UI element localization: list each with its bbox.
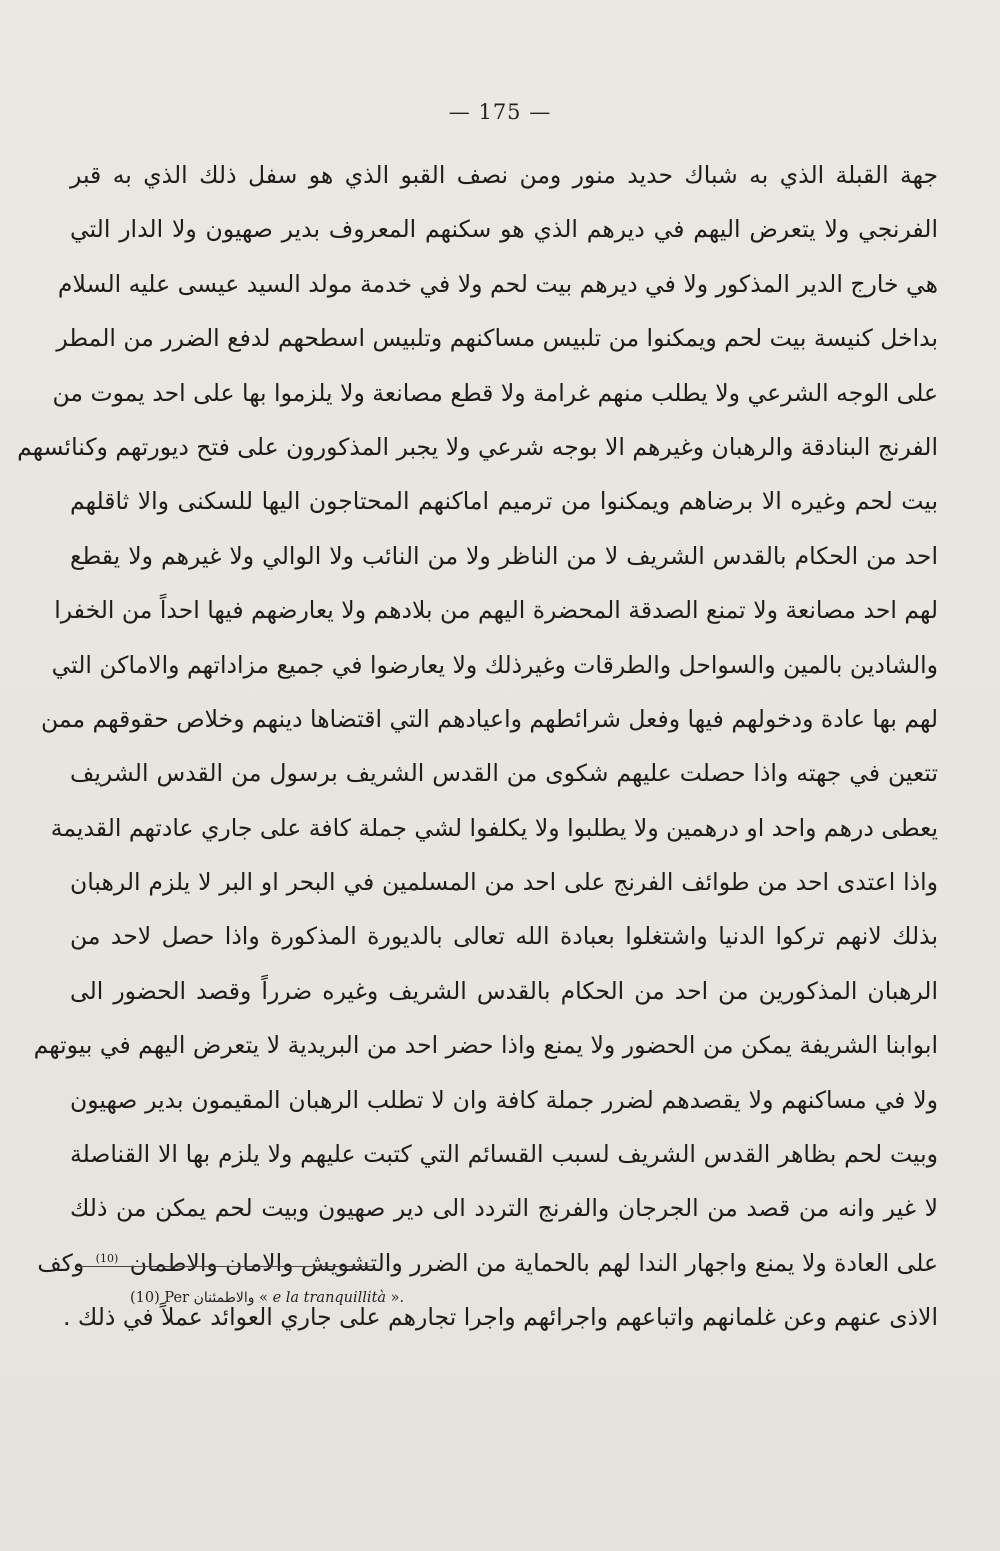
text-line: الرهبان المذكورين من احد من الحكام بالقدس الشريف وغيره ضرراً وقصد الحضور الى [70,976,938,1005]
text-line: واذا اعتدى احد من طوائف الفرنج على احد من المسلمين في البحر او البر لا يلزم الرهبان [70,868,938,897]
text-line: لا غير وانه من قصد من الجرجان والفرنج التردد الى دير صهيون وبيت لحم يمكن من ذلك [70,1194,938,1223]
footnote-close-quote: ». [390,1290,405,1306]
text-line: وبيت لحم بظاهر القدس الشريف لسبب القسائم التي كتبت عليهم ولا يلزم بها الا القناصلة [70,1140,938,1169]
arabic-body-text [17,148,938,1345]
text-line: بيت لحم وغيره الا برضاهم ويمكنوا من ترميم اماكنهم المحتاجون اليها للسكنى والا ثاقلهم [70,487,938,516]
text-line: ابوابنا الشريفة يمكن من الحضور ولا يمنع واذا حضر احد من البريدية لا يتعرض اليهم في بيوتهم [33,1031,938,1060]
text-line: على الوجه الشرعي ولا يطلب منهم غرامة ولا قطع مصانعة ولا يلزموا بها على احد يموت من [52,378,938,407]
footnote-open-quote: « [259,1290,268,1306]
text-line: لهم احد مصانعة ولا تمنع الصدقة المحضرة اليهم من بلادهم ولا يعارضهم فيها احداً من الخفرا [54,596,938,625]
text-line: الفرنج البنادقة والرهبان وغيرهم الا بوجه شرعي ولا يجبر المذكورون على فتح ديورتهم وكنائسهم [17,432,938,461]
footnote-reference-marker: (10) [95,1251,119,1265]
footnote-arabic-term: والاطمئنان [193,1290,255,1306]
text-line: هي خارج الدير المذكور ولا في ديرهم بيت لحم ولا في خدمة مولد السيد عيسى عليه السلام [57,269,938,298]
text-line: لهم بها عادة ودخولهم فيها وفعل شرائطهم واعيادهم التي اقتضاها دينهم وخلاص حقوقهم ممن [40,704,938,733]
text-line: احد من الحكام بالقدس الشريف لا من الناظر ولا من النائب ولا الوالي ولا غيرهم ولا يقطع [70,541,938,570]
text-line-main: على العادة ولا يمنع واجهار الندا لهم بالحماية من الضرر والتشويش والامان والاطمان [122,1248,938,1277]
footnote-per: Per [164,1290,189,1306]
text-line: والشادين بالمين والسواحل والطرقات وغيرذلك ولا يعارضوا في جميع مزاداتهم والاماكن التي [51,650,938,679]
text-line: الاذى عنهم وعن غلمانهم واتباعهم واجرائهم واجرا تجارهم على جاري العوائد عملاً في ذلك . [62,1303,938,1332]
text-line: ولا في مساكنهم ولا يقصدهم لضرر جملة كافة وان لا تطلب الرهبان المقيمون بدير صهيون [70,1085,938,1114]
text-line: جهة القبلة الذي به شباك حديد منور ومن نصف القبو الذي هو سفل ذلك الذي به قبر [70,161,938,189]
footnote-number: (10) [130,1290,160,1306]
text-line: بذلك لانهم تركوا الدنيا واشتغلوا بعبادة الله تعالى بالديورة المذكورة واذا حصل لاحد من [70,922,938,951]
footnote-separator [76,1266,374,1267]
text-line: تتعين في جهته واذا حصلت عليهم شكوى من القدس الشريف برسول من القدس الشريف [70,759,938,788]
text-line: يعطى درهم واحد او درهمين ولا يطلبوا ولا يكلفوا لشي جملة كافة على جاري عادتهم القديمة [50,813,938,842]
text-line [37,1236,938,1290]
text-line: الفرنجي ولا يتعرض اليهم في ديرهم الذي هو سكنهم المعروف بدير صهيون ولا الدار التي [70,215,938,244]
text-line-tail: وكف [37,1248,92,1277]
text-line: بداخل كنيسة بيت لحم ويمكنوا من تلبيس مساكنهم وتلبيس اسطحهم لدفع الضرر من المطر [56,324,938,353]
page-number: — 175 — [448,100,552,124]
footnote [130,1290,404,1306]
footnote-translation: e la tranquillità [272,1290,387,1306]
